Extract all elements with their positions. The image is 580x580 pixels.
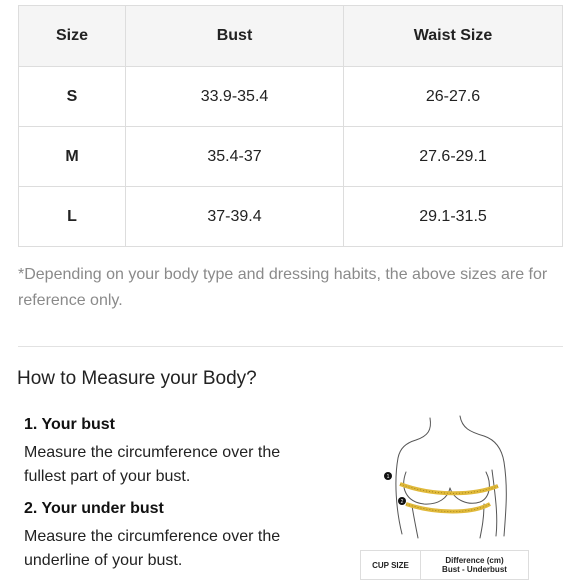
difference-header [421, 551, 529, 580]
body-outline [492, 470, 497, 536]
header-size: Size [19, 6, 126, 67]
bust-cell: 37-39.4 [126, 187, 344, 247]
body-measurement-illustration [372, 410, 522, 540]
cup-size-header: CUP SIZE [361, 551, 421, 580]
marker-1-icon [384, 472, 392, 480]
svg-text:1: 1 [386, 474, 390, 480]
marker-2-icon [398, 497, 406, 505]
size-cell: S [19, 67, 126, 127]
waist-cell: 27.6-29.1 [344, 127, 563, 187]
bust-cell: 35.4-37 [126, 127, 344, 187]
waist-cell: 29.1-31.5 [344, 187, 563, 247]
body-outline [398, 418, 430, 458]
body-outline [396, 458, 402, 534]
body-outline [504, 462, 506, 536]
size-cell: L [19, 187, 126, 247]
table-row [19, 127, 563, 187]
waist-cell: 26-27.6 [344, 67, 563, 127]
body-outline [460, 416, 504, 462]
difference-header-line1: Difference (cm) [445, 556, 504, 565]
svg-text:2: 2 [400, 499, 404, 505]
step-bust-heading: 1. Your bust [24, 416, 115, 433]
step-bust-text: Measure the circumference over the fullest part of your bust. [24, 444, 281, 485]
cup-table-header-row [361, 551, 529, 580]
size-cell: M [19, 127, 126, 187]
header-bust: Bust [126, 6, 344, 67]
size-chart-header-row [19, 6, 563, 67]
measuring-tape-icon [400, 484, 498, 512]
bust-cell: 33.9-35.4 [126, 67, 344, 127]
table-row [19, 67, 563, 127]
step-underbust-heading: 2. Your under bust [24, 500, 164, 517]
body-outline [450, 472, 489, 503]
table-row [19, 187, 563, 247]
size-disclaimer: *Depending on your body type and dressing habits, the above sizes are for reference only. [18, 266, 548, 309]
header-waist: Waist Size [344, 6, 563, 67]
measure-section-title: How to Measure your Body? [17, 368, 257, 389]
cup-size-table [360, 550, 529, 580]
body-outline [412, 506, 418, 538]
difference-header-line2: Bust - Underbust [442, 565, 507, 574]
size-chart-table [18, 5, 563, 247]
step-underbust-text: Measure the circumference over the underline of your bust. [24, 528, 281, 569]
section-divider [18, 346, 563, 347]
